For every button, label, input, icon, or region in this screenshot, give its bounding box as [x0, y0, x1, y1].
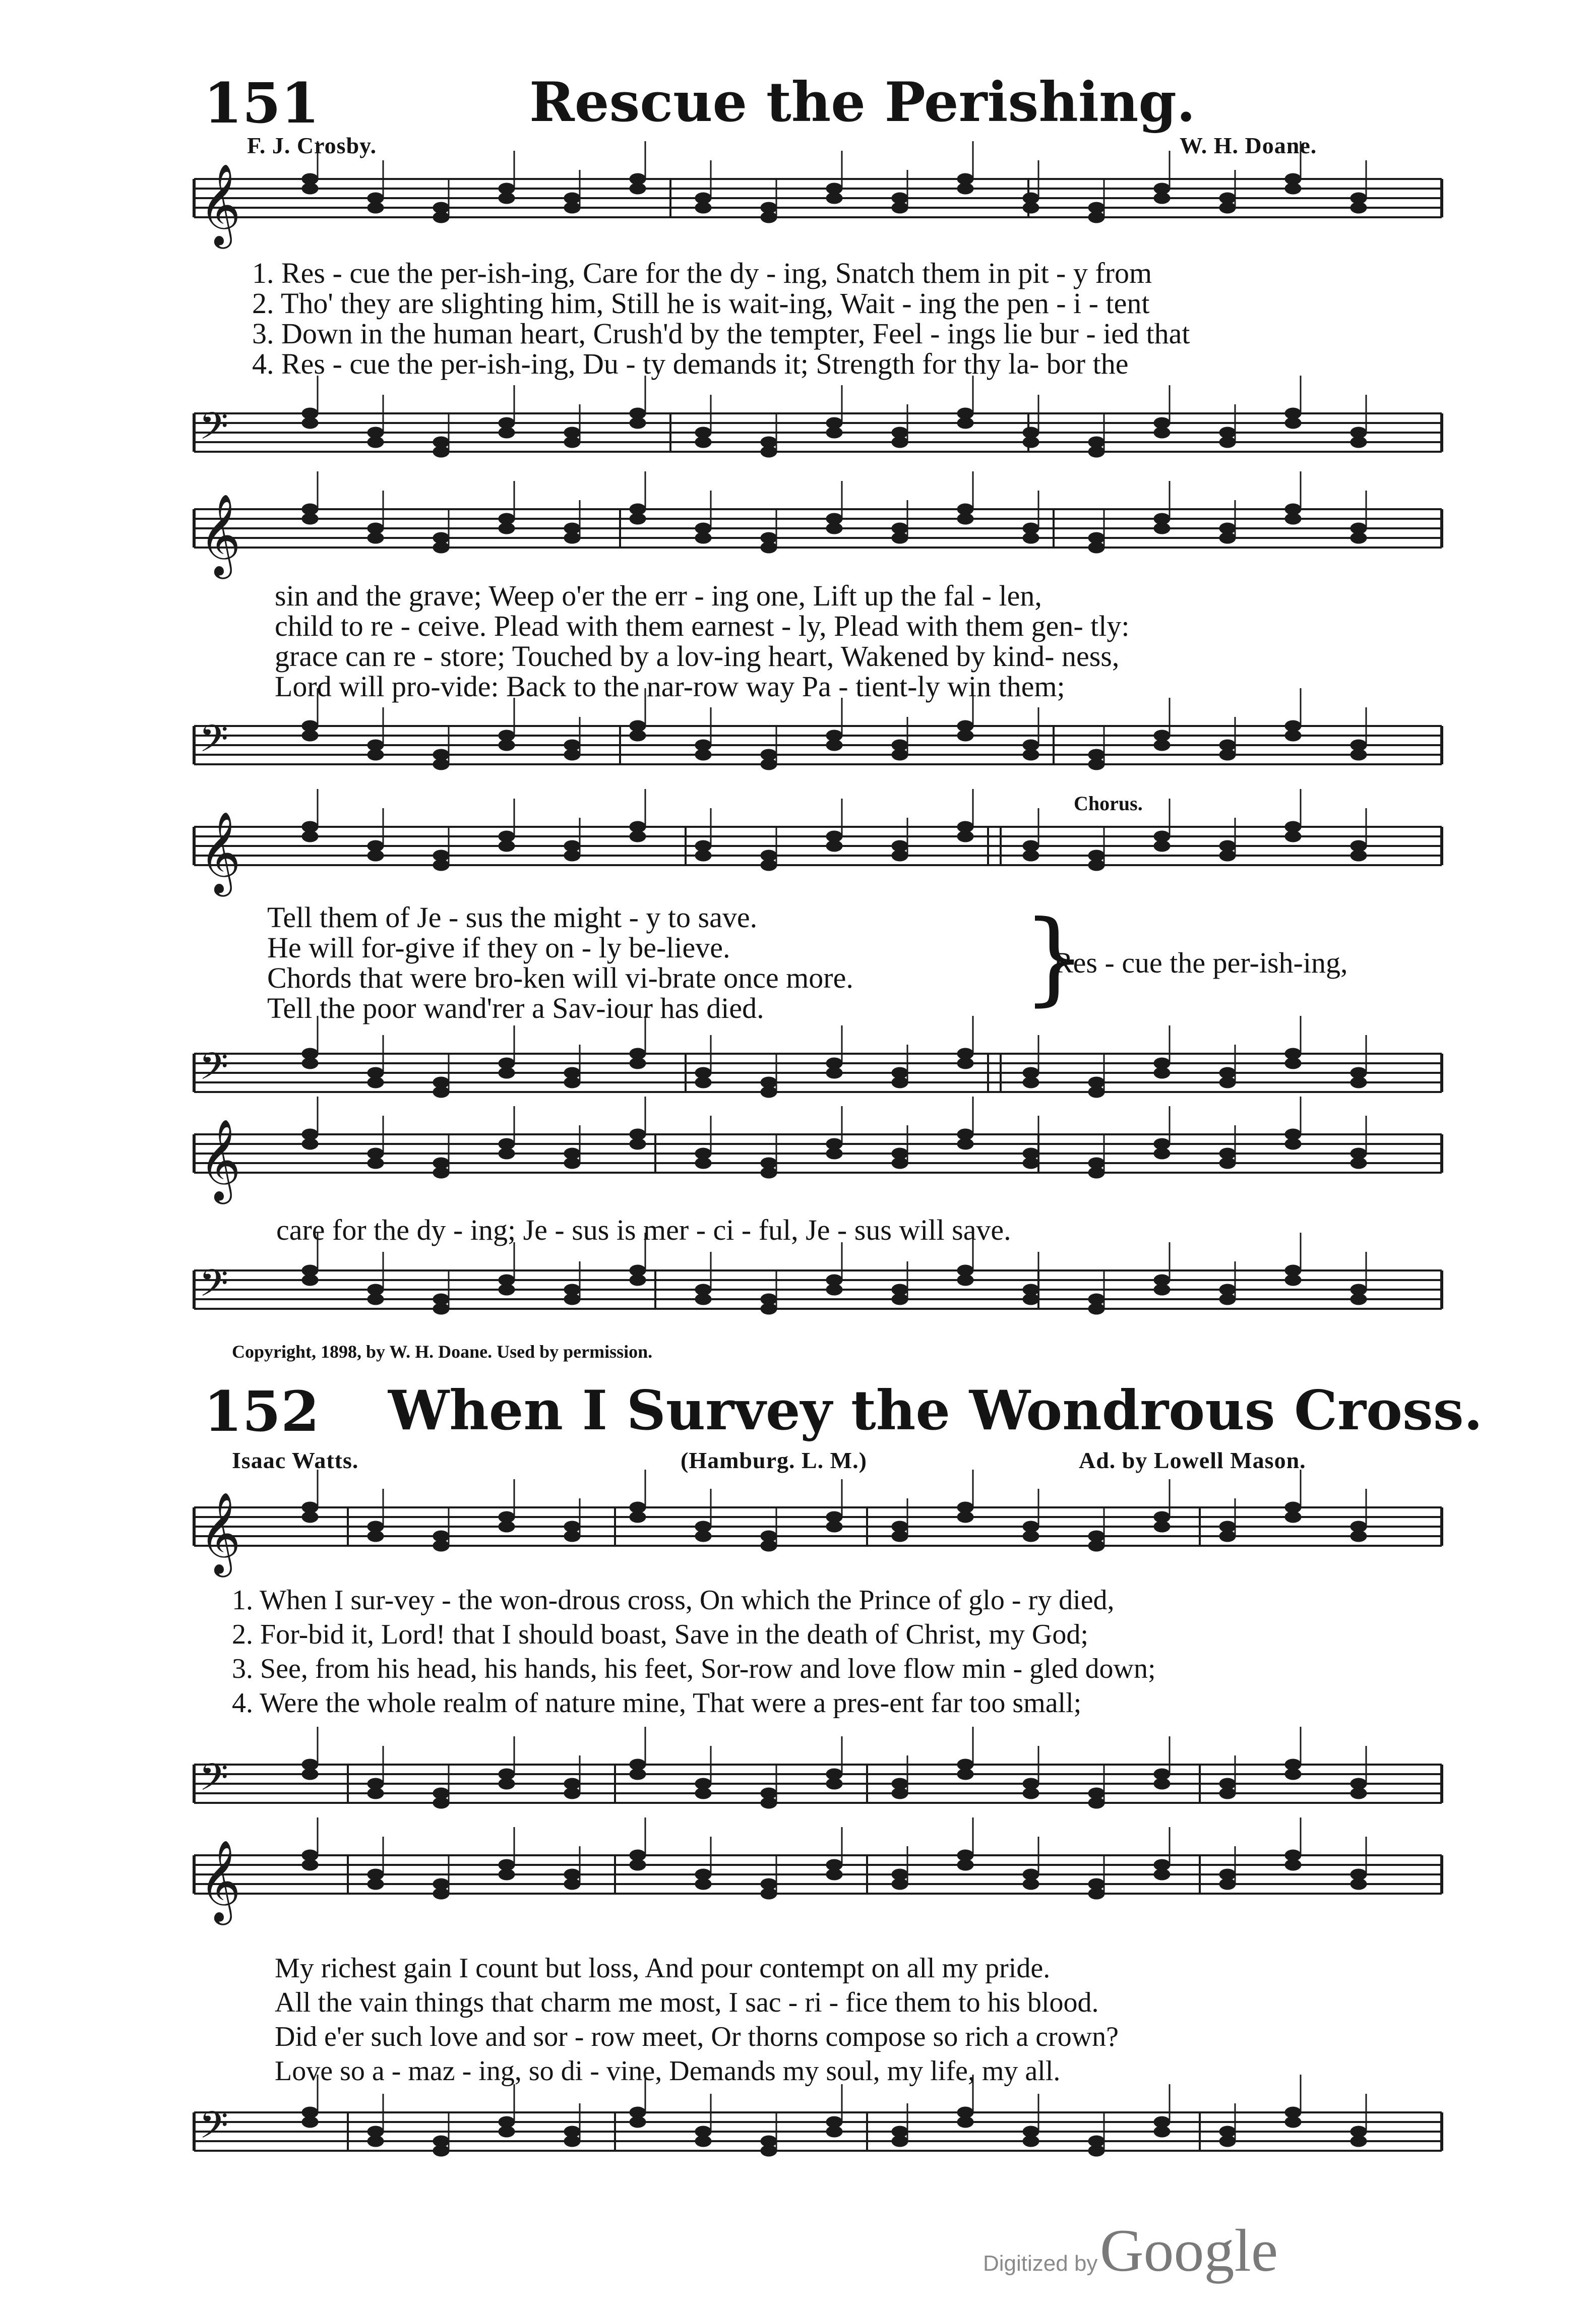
hymn-152-verse-line-1: 1. When I sur-vey - the won-drous cross, On which the Prince of glo - ry died, — [232, 1585, 1115, 1616]
hymn-151-verse3-line-1: Tell them of Je - sus the might - y to save. — [267, 901, 758, 934]
hymn-152-verse-line-2: 2. For-bid it, Lord! that I should boast, Save in the death of Christ, my God; — [232, 1619, 1088, 1650]
chorus-first-line: Res - cue the per-ish-ing, — [1054, 946, 1348, 979]
hymn-151-verse2-line-2: child to re - ceive. Plead with them earnest - ly, Plead with them gen- tly: — [275, 610, 1130, 642]
svg-text:𝄢: 𝄢 — [199, 2103, 228, 2156]
hymn-152-number: 152 — [204, 1379, 320, 1444]
svg-text:𝄞: 𝄞 — [199, 1492, 241, 1574]
chorus-brace: } — [1022, 899, 1087, 1016]
copyright-notice: Copyright, 1898, by W. H. Doane. Used by permission. — [232, 1342, 653, 1362]
svg-text:𝄞: 𝄞 — [199, 1119, 241, 1201]
svg-text:𝄢: 𝄢 — [199, 1261, 228, 1314]
hymn-152-verse2-line-4: Love so a - maz - ing, so di - vine, Demands my soul, my life, my all. — [275, 2055, 1061, 2087]
svg-text:𝄢: 𝄢 — [199, 404, 228, 457]
hymn-152-verse2-line-2: All the vain things that charm me most, I sac - ri - fice them to his blood. — [275, 1987, 1099, 2018]
svg-text:𝄞: 𝄞 — [199, 811, 241, 893]
hymn-151-composer: W. H. Doane. — [1180, 133, 1317, 158]
hymn-152-verse-line-4: 4. Were the whole realm of nature mine, That were a pres-ent far too small; — [232, 1687, 1082, 1719]
hymn-151-verse-line-4: 4. Res - cue the per-ish-ing, Du - ty demands it; Strength for thy la- bor the — [252, 347, 1129, 380]
hymn-151-verse3-line-4: Tell the poor wand'rer a Sav-iour has died. — [267, 992, 764, 1024]
svg-text:𝄢: 𝄢 — [199, 717, 228, 770]
hymn-152-title: When I Survey the Wondrous Cross. — [388, 1379, 1483, 1442]
hymn-152-tune: (Hamburg. L. M.) — [681, 1447, 867, 1473]
svg-text:𝄞: 𝄞 — [199, 1840, 241, 1922]
chorus-label: Chorus. — [1074, 792, 1143, 815]
hymn-152-verse-line-3: 3. See, from his head, his hands, his feet, Sor-row and love flow min - gled down; — [232, 1653, 1156, 1684]
hymn-151-chorus-line: care for the dy - ing; Je - sus is mer - ci - ful, Je - sus will save. — [276, 1214, 1011, 1246]
svg-text:𝄢: 𝄢 — [199, 1045, 228, 1098]
svg-text:𝄢: 𝄢 — [199, 1755, 228, 1808]
hymn-151-verse2-line-4: Lord will pro-vide: Back to the nar-row way Pa - tient-ly win them; — [275, 670, 1065, 703]
hymn-152-verse2-line-1: My richest gain I count but loss, And pour contempt on all my pride. — [275, 1953, 1051, 1984]
digitized-by-text: Digitized by — [983, 2251, 1098, 2276]
hymn-151-verse2-line-1: sin and the grave; Weep o'er the err - ing one, Lift up the fal - len, — [275, 579, 1042, 612]
digitized-footer — [983, 2216, 1278, 2285]
hymn-151-verse3-line-3: Chords that were bro-ken will vi-brate once more. — [267, 961, 853, 994]
hymn-151-number: 151 — [204, 71, 320, 136]
hymn-151-author: F. J. Crosby. — [247, 133, 377, 158]
hymn-151-verse3-line-2: He will for-give if they on - ly be-lieve. — [267, 931, 730, 964]
hymn-151-verse-line-1: 1. Res - cue the per-ish-ing, Care for the dy - ing, Snatch them in pit - y from — [252, 257, 1152, 289]
hymn-152-verse2-line-3: Did e'er such love and sor - row meet, Or thorns compose so rich a crown? — [275, 2021, 1119, 2052]
hymn-152-author: Isaac Watts. — [232, 1447, 359, 1473]
hymn-151-title: Rescue the Perishing. — [529, 71, 1196, 134]
svg-text:𝄞: 𝄞 — [199, 163, 241, 246]
svg-text:𝄞: 𝄞 — [199, 494, 241, 576]
hymn-152-arranger: Ad. by Lowell Mason. — [1079, 1447, 1306, 1473]
google-logo: Google — [1099, 2217, 1278, 2284]
hymn-151-verse2-line-3: grace can re - store; Touched by a lov-ing heart, Wakened by kind- ness, — [275, 640, 1120, 673]
hymn-151-verse-line-3: 3. Down in the human heart, Crush'd by the tempter, Feel - ings lie bur - ied that — [252, 317, 1190, 350]
hymn-151-verse-line-2: 2. Tho' they are slighting him, Still he is wait-ing, Wait - ing the pen - i - tent — [252, 287, 1150, 320]
